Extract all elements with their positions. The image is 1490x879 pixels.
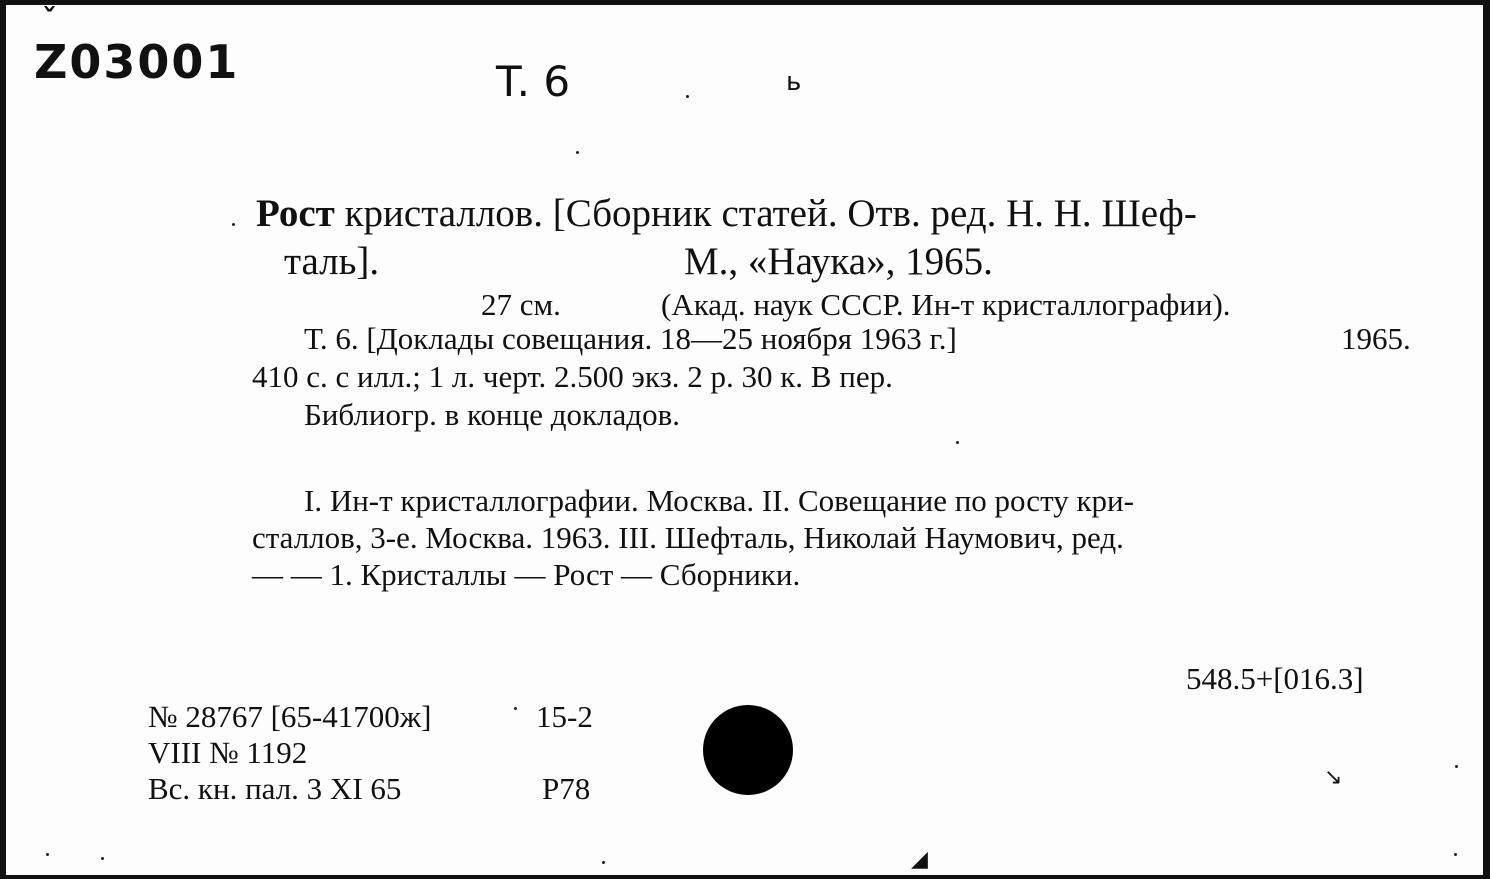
tracing-line-3: — — 1. Кристаллы — Рост — Сборники. xyxy=(252,557,801,592)
speck xyxy=(686,95,689,98)
handwritten-mark: ь xyxy=(786,67,802,97)
speck xyxy=(101,857,104,860)
title-rest: кристаллов. [Сборник статей. Отв. ред. Н. Н. Шеф- xyxy=(334,192,1197,235)
handwritten-code: Z03001 xyxy=(34,35,240,89)
series-text: (Акад. наук СССР. Ин-т кристаллографии). xyxy=(661,287,1231,322)
speck xyxy=(956,441,959,444)
speck xyxy=(46,853,49,856)
speck xyxy=(602,861,605,864)
handwritten-volume: T. 6 xyxy=(496,57,571,106)
tracing-line-1: I. Ин-т кристаллографии. Москва. II. Совещание по росту кри- xyxy=(304,483,1134,518)
size-text: 27 см. xyxy=(481,287,561,322)
footer-printer-code: Р78 xyxy=(542,771,591,806)
tracing-line-2: сталлов, 3-е. Москва. 1963. III. Шефталь, Николай Наумович, ред. xyxy=(252,520,1124,555)
pagination-text: 410 с. с илл.; 1 л. черт. 2.500 экз. 2 р. 30 к. В пер. xyxy=(252,359,893,394)
footer-series-number: VIII № 1192 xyxy=(148,735,308,770)
footer-chamber-date: Вс. кн. пал. 3 XI 65 xyxy=(148,771,402,806)
arrow-mark-icon: ↘ xyxy=(1324,765,1343,790)
classification-number: 548.5+[016.3] xyxy=(1186,661,1364,696)
heading-word: Рост xyxy=(256,192,335,235)
speck xyxy=(576,151,579,154)
footer-record-number: № 28767 [65-41700ж] xyxy=(148,699,432,734)
title-line-2a: таль]. xyxy=(284,240,380,283)
punch-hole-icon xyxy=(703,705,793,795)
speck xyxy=(1454,853,1457,856)
ink-mark-icon: ◢ xyxy=(911,847,928,872)
handwritten-caron: ˇ xyxy=(42,3,57,38)
footer-code: 15-2 xyxy=(536,699,593,734)
title-line-1 xyxy=(256,191,1197,236)
speck xyxy=(1455,765,1458,768)
title-line-2b: М., «Наука», 1965. xyxy=(684,240,993,283)
speck xyxy=(514,707,517,710)
speck xyxy=(232,223,235,226)
volume-text: Т. 6. [Доклады совещания. 18—25 ноября 1963 г.] xyxy=(304,321,957,356)
bibliography-note: Библиогр. в конце докладов. xyxy=(304,397,680,432)
volume-year: 1965. xyxy=(1341,321,1411,356)
